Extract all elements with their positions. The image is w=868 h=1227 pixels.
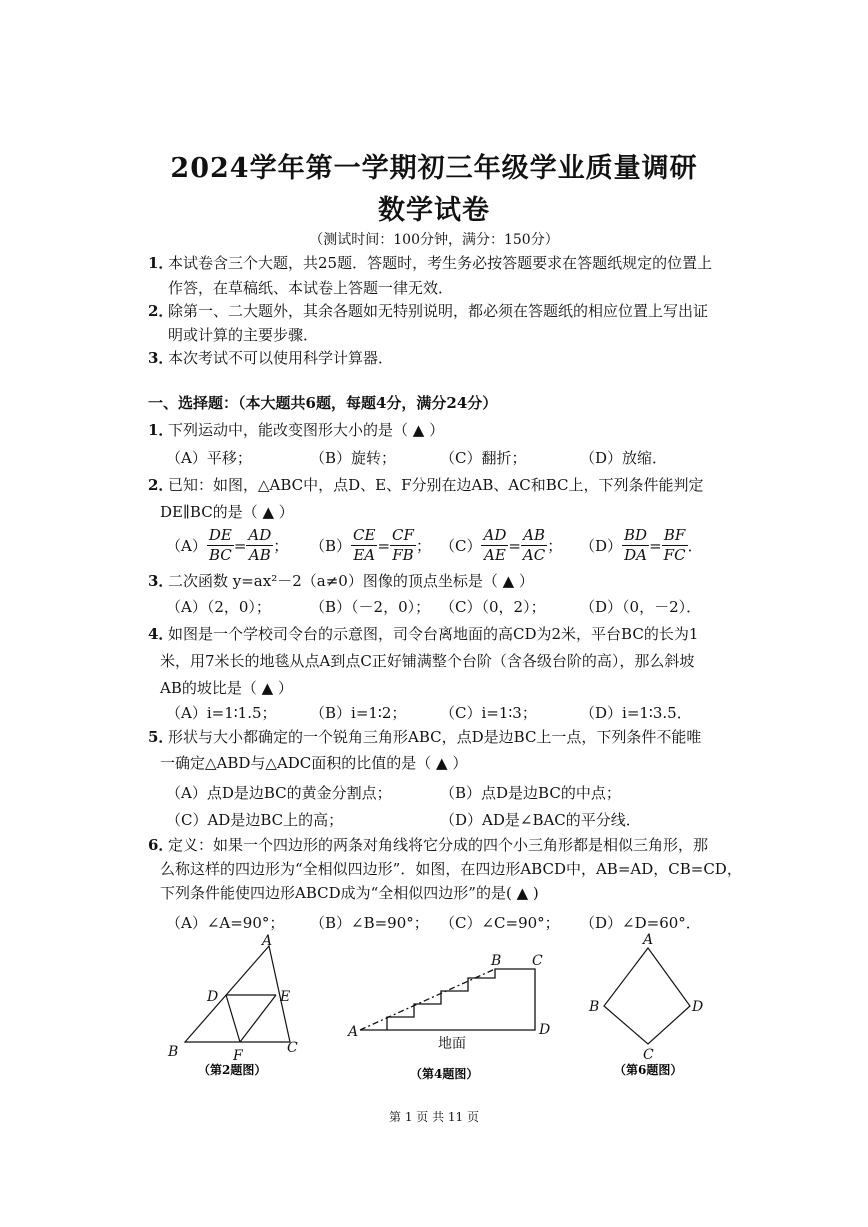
- numerator: DE: [208, 526, 232, 544]
- fig4-label-b: B: [491, 953, 502, 969]
- option-end: ．: [687, 537, 703, 555]
- fig2-label-f: F: [233, 1048, 243, 1064]
- option-label: （B）: [310, 537, 352, 555]
- question-text: 下列运动中，能改变图形大小的是（ ▲ ）: [168, 421, 445, 439]
- denominator: FB: [392, 546, 414, 564]
- option-b: （B）（－2，0）；: [310, 598, 431, 616]
- option-b: （B）旋转；: [310, 449, 397, 467]
- question-text: 如图是一个学校司令台的示意图，司令台离地面的高CD为2米，平台BC的长为1: [168, 625, 699, 643]
- option-end: ；: [547, 537, 563, 555]
- fig6-caption: （第6题图）: [614, 1063, 683, 1077]
- equals-sign: =: [233, 536, 247, 555]
- equals-sign: =: [377, 536, 391, 555]
- option-a: （A）点D是边BC的黄金分割点；: [166, 784, 392, 802]
- instruction-num: 2．: [148, 302, 174, 320]
- page-subtitle: 数学试卷: [378, 195, 490, 226]
- question-text: 定义：如果一个四边形的两条对角线将它分成的四个小三角形都是相似三角形，那: [168, 836, 709, 854]
- question-text: 形状与大小都确定的一个锐角三角形ABC，点D是边BC上一点，下列条件不能唯: [168, 728, 702, 746]
- numerator: BF: [662, 526, 688, 546]
- fig2-label-a: A: [262, 933, 273, 949]
- fig6-diagram: [604, 948, 690, 1044]
- fig6-label-a: A: [643, 932, 654, 948]
- page-footer: 第 1 页 共 11 页: [389, 1110, 479, 1124]
- numerator: CE: [353, 526, 376, 544]
- question-text: 下列条件能使四边形ABCD成为“全相似四边形”的是( ▲ ): [160, 884, 539, 902]
- numerator: CF: [392, 526, 414, 544]
- denominator: BC: [208, 546, 232, 564]
- option-c: （C）（0，2）；: [440, 598, 546, 616]
- denominator: AE: [484, 546, 506, 564]
- option-b: （B）点D是边BC的中点；: [440, 784, 621, 802]
- instruction-text: 本试卷含三个大题，共25题．答题时，考生务必按答题要求在答题纸规定的位置上: [168, 254, 713, 272]
- fig4-caption: （第4题图）: [410, 1067, 479, 1081]
- numerator: AB: [521, 526, 547, 546]
- fig6-quadrilateral: [604, 948, 690, 1044]
- instruction-text: 明或计算的主要步骤．: [168, 326, 319, 344]
- option-a: （A）（2，0）；: [166, 598, 271, 616]
- fig4-diagram: [360, 969, 535, 1030]
- option-a: （A）平移；: [166, 449, 252, 467]
- option-end: ；: [415, 537, 431, 555]
- option-c: （C）AD是边BC上的高；: [166, 811, 344, 829]
- fig2-label-e: E: [280, 989, 291, 1005]
- question-text: 米，用7米长的地毯从点A到点C正好铺满整个台阶（含各级台阶的高），那么斜坡: [160, 652, 695, 670]
- equals-sign: =: [649, 536, 662, 555]
- option-c: （C）∠C=90°；: [440, 914, 560, 932]
- fig4-ground-label: 地面: [438, 1036, 466, 1052]
- question-number: 3．: [148, 572, 174, 590]
- denominator: EA: [353, 546, 376, 564]
- fig4-stairs: [360, 969, 535, 1030]
- option-b: （B）i=1∶2；: [310, 704, 407, 722]
- question-number: 1．: [148, 421, 174, 439]
- option-d: （D）∠D=60°．: [580, 914, 701, 932]
- denominator: AC: [522, 546, 546, 564]
- option-a: （A）∠A=90°；: [166, 914, 285, 932]
- option-label: （D）: [580, 537, 623, 555]
- equals-sign: =: [508, 536, 521, 555]
- fig2-segment-df: [226, 995, 240, 1042]
- option-end: ；: [273, 537, 289, 555]
- numerator: AD: [248, 526, 272, 544]
- fig4-label-d: D: [539, 1022, 551, 1038]
- numerator: BD: [624, 526, 648, 544]
- numerator: AD: [483, 526, 507, 544]
- question-text: 已知：如图，△ABC中，点D、E、F分别在边AB、AC和BC上，下列条件能判定: [168, 476, 704, 494]
- option-d: （D）AD是∠BAC的平分线．: [440, 811, 641, 829]
- denominator: DA: [624, 546, 647, 564]
- instruction-num: 1．: [148, 254, 174, 272]
- fig2-label-b: B: [168, 1044, 179, 1060]
- fig2-label-d: D: [207, 989, 219, 1005]
- option-c: （C）i=1∶3；: [440, 704, 537, 722]
- section-heading: 一、选择题：（本大题共6题，每题4分，满分24分）: [148, 394, 498, 412]
- option-d: （D）（0，－2）．: [580, 598, 702, 616]
- instruction-text: 作答，在草稿纸、本试卷上答题一律无效．: [168, 279, 454, 297]
- question-number: 5．: [148, 728, 174, 746]
- question-text: AB的坡比是（ ▲ ）: [160, 679, 293, 697]
- fig2-triangle-abc: [185, 946, 290, 1042]
- page-title: 2024学年第一学期初三年级学业质量调研: [170, 153, 698, 184]
- fig4-label-c: C: [532, 953, 543, 969]
- option-a: （A）i=1∶1.5；: [166, 704, 277, 722]
- question-number: 6．: [148, 836, 174, 854]
- denominator: FC: [663, 546, 686, 564]
- denominator: AB: [248, 546, 271, 564]
- instruction-text: 除第一、二大题外，其余各题如无特别说明，都必须在答题纸的相应位置上写出证: [168, 302, 709, 320]
- fig2-segment-ef: [240, 995, 276, 1042]
- option-c: （C）翻折；: [440, 449, 527, 467]
- fig6-label-d: D: [692, 999, 704, 1015]
- fig2-caption: （第2题图）: [198, 1063, 267, 1077]
- question-text: 么称这样的四边形为“全相似四边形”．如图，在四边形ABCD中，AB=AD，CB=CD，: [160, 860, 742, 878]
- question-number: 4．: [148, 625, 174, 643]
- option-d: （D）放缩．: [580, 449, 668, 467]
- fig2-label-c: C: [287, 1040, 298, 1056]
- option-label: （A）: [166, 537, 207, 555]
- fig4-label-a: A: [348, 1024, 359, 1040]
- instruction-text: 本次考试不可以使用科学计算器．: [168, 349, 394, 367]
- question-number: 2．: [148, 476, 174, 494]
- instruction-num: 3．: [148, 349, 174, 367]
- question-text: 一确定△ABD与△ADC面积的比值的是（ ▲ ）: [160, 754, 468, 772]
- question-text: DE∥BC的是（ ▲ ）: [160, 503, 294, 521]
- exam-info: （测试时间：100分钟，满分：150分）: [309, 232, 559, 248]
- fig6-label-b: B: [589, 999, 600, 1015]
- fig6-label-c: C: [643, 1047, 654, 1063]
- option-b: （B）∠B=90°；: [310, 914, 429, 932]
- option-label: （C）: [440, 537, 482, 555]
- question-text: 二次函数 y=ax²－2（a≠0）图像的顶点坐标是（ ▲ ）: [168, 572, 534, 590]
- option-d: （D）i=1∶3.5．: [580, 704, 692, 722]
- fig2-diagram: [185, 946, 290, 1042]
